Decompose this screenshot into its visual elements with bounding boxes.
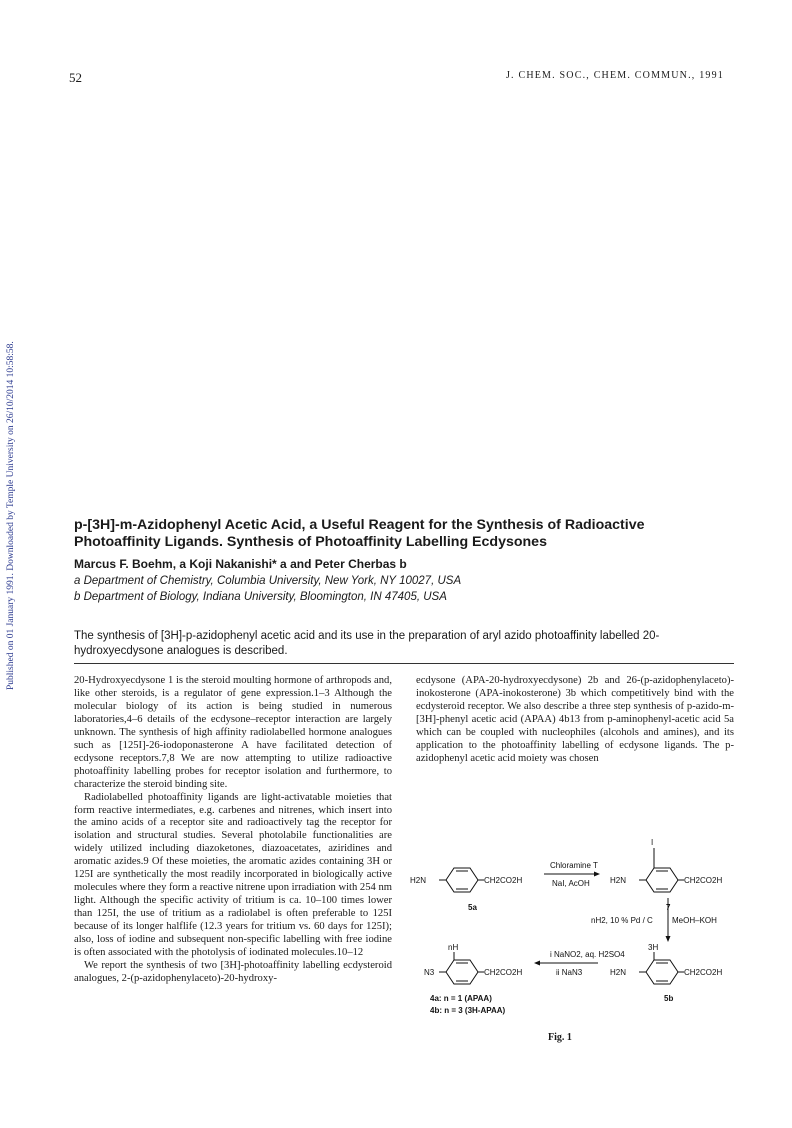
reagent-label: MeOH–KOH — [672, 916, 717, 925]
paragraph: Radiolabelled photoaffinity ligands are light-activatable moieties that form reactive intermediates, e.g. carbenes and nitrenes, which insert into the amino acids of a receptor site and radioactively tag the receptor for isolation and structural studies. Several photolabile functionalities are widely utilized including diazoketones, diazoacetates, aziridines and aromatic azides.9 Of these moieties, the aromatic azides containing 3H or 125I are synthetically the most readily incorporated in biologically active molecules where they form a reactive nitrene upon irradiation with 254 nm light. Although the specific activity of tritium is ca. 10–100 times lower than 125I, the use of tritium as a radiolabel is often preferable to 125I because of its longer halflife (12.3 years for tritium vs. 60 days for 125I); also, loss of iodine and subsequent non-specific labelling with free iodine is often associated with the photolysis of iodinated molecules.10–12 — [74, 791, 392, 959]
benzene-ring-4 — [446, 960, 478, 984]
acetic-acid-group-label: CH2CO2H — [684, 968, 723, 977]
reagent-label: Chloramine T — [550, 861, 598, 870]
benzene-ring-5a — [446, 868, 478, 892]
section-divider — [74, 663, 734, 664]
compound-label-4b: 4b: n = 3 (3H-APAA) — [430, 1006, 506, 1015]
page-number: 52 — [69, 70, 82, 85]
paragraph: We report the synthesis of two [3H]-photoaffinity labelling ecdysteroid analogues, 2-(p-azidophenylaceto)-20-hydroxy- — [74, 959, 392, 984]
azide-group-label: N3 — [424, 968, 435, 977]
amine-group-label: H2N — [610, 876, 627, 885]
reagent-label: i NaNO2, aq. H2SO4 — [550, 950, 625, 959]
reagent-label: nH2, 10 % Pd / C — [591, 916, 653, 925]
isotope-label: nH — [448, 943, 459, 952]
synthesis-scheme — [410, 812, 736, 1048]
acetic-acid-group-label: CH2CO2H — [484, 876, 523, 885]
benzene-ring-7 — [646, 868, 678, 892]
compound-label-7: 7 — [666, 903, 671, 912]
isotope-label: 3H — [648, 943, 659, 952]
acetic-acid-group-label: CH2CO2H — [684, 876, 723, 885]
compound-label-4a: 4a: n = 1 (APAA) — [430, 994, 492, 1003]
paragraph: 20-Hydroxyecdysone 1 is the steroid moulting hormone of arthropods and, like other steroids, is a regulator of gene expression.1–3 Although the molecular biology of its action is being studied in numerous laboratories,4–6 details of the ecdysone–receptor interaction are largely unknown. The synthesis of high affinity radiolabelled hormone analogues such as [125I]-26-iodoponasterone A have facilitated detection of ecdysone receptors.7,8 We are now attempting to utilize radioactive photoaffinity labelling probes for receptor isolation and furthermore, to characterize the steroid binding site. — [74, 675, 392, 790]
acetic-acid-group-label: CH2CO2H — [484, 968, 523, 977]
download-notice[interactable] — [2, 270, 18, 690]
article-title: p-[3H]-m-Azidophenyl Acetic Acid, a Useful Reagent for the Synthesis of Radioactive Photoaffinity Ligands. Synthesis of Photoaffinity Labelling Ecdysones — [74, 517, 645, 550]
benzene-ring-5b — [646, 960, 678, 984]
figure-caption: Fig. 1 — [548, 1032, 572, 1043]
article-authors: Marcus F. Boehm, a Koji Nakanishi* a and Peter Cherbas b — [74, 557, 407, 571]
affiliation-a: a Department of Chemistry, Columbia University, New York, NY 10027, USA — [74, 575, 462, 587]
body-column-right — [416, 675, 734, 766]
amine-group-label: H2N — [410, 876, 427, 885]
download-notice-text: Published on 01 January 1991. Downloaded by Temple University on 26/10/2014 10:58:58. — [6, 341, 16, 690]
abstract: The synthesis of [3H]-p-azidophenyl acetic acid and its use in the preparation of aryl azido photoaffinity labelled 20-hydroxyecdysone analogues is described. — [74, 630, 660, 657]
iodine-label: I — [651, 838, 654, 847]
body-column-left — [74, 675, 392, 986]
affiliation-b: b Department of Biology, Indiana University, Bloomington, IN 47405, USA — [74, 591, 447, 603]
amine-group-label: H2N — [610, 968, 627, 977]
compound-label-5b: 5b — [664, 994, 674, 1003]
paragraph: ecdysone (APA-20-hydroxyecdysone) 2b and 26-(p-azidophenylaceto)-inokosterone (APA-inokosterone) 3b which competitively bind with the ecdysteroid receptor. We also describe a three step synthesis of p-azido-m-[3H]-phenyl acetic acid (APAA) 4b13 from p-aminophenyl-acetic acid 5a which can be coupled with nucleophiles (alcohols and amines), and its application to the photoaffinity labelling of ecdysone ligands. The p-azidophenyl acetic acid moiety was chosen — [416, 675, 734, 764]
reagent-label: NaI, AcOH — [552, 879, 590, 888]
compound-label-5a: 5a — [468, 903, 477, 912]
reagent-label: ii NaN3 — [556, 968, 583, 977]
running-head: J. CHEM. SOC., CHEM. COMMUN., 1991 — [505, 70, 724, 81]
